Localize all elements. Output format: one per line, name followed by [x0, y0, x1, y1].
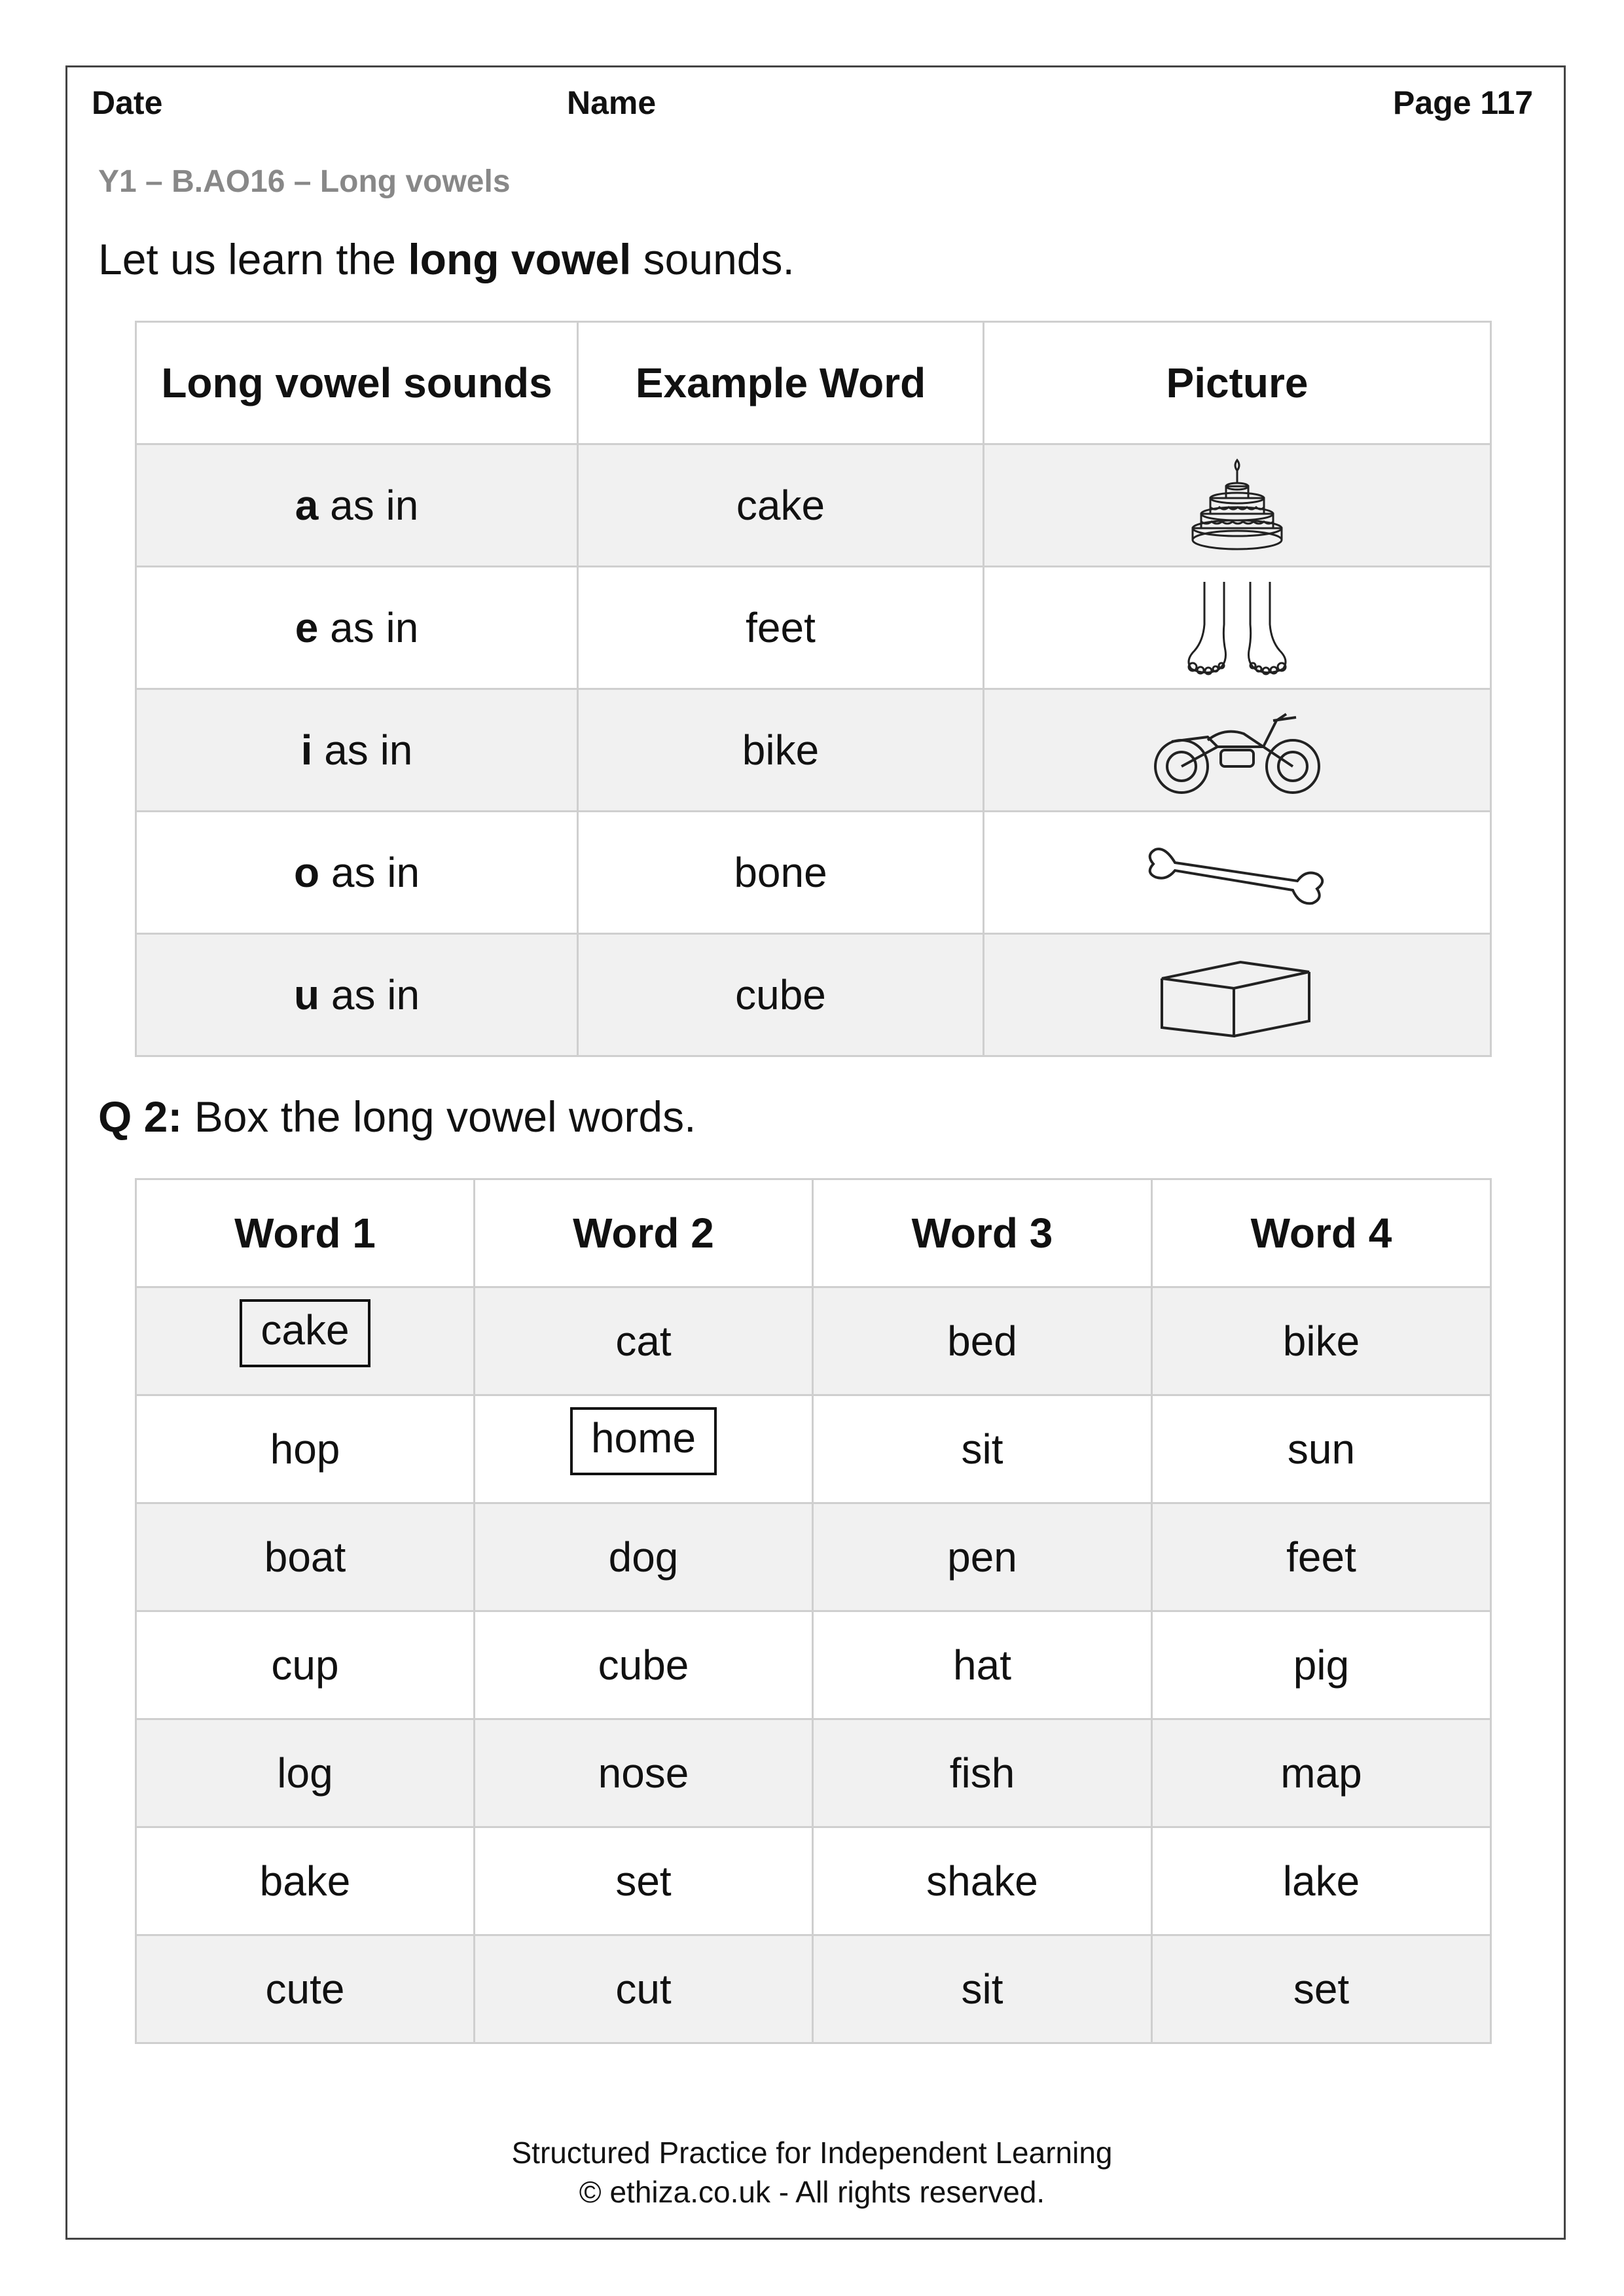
page-number: Page 117	[1393, 84, 1534, 121]
sound-cell	[136, 812, 578, 934]
as-in-text: as in	[318, 604, 419, 651]
word-cell[interactable]: bake	[136, 1827, 475, 1935]
as-in-text: as in	[319, 849, 420, 896]
picture-cell	[984, 812, 1491, 934]
col-header-word-4: Word 4	[1152, 1179, 1491, 1287]
boxed-word: home	[570, 1407, 717, 1475]
table-row	[136, 1827, 1491, 1935]
intro-text	[98, 234, 795, 284]
picture-cell	[984, 934, 1491, 1056]
cube-icon	[1159, 952, 1316, 1037]
as-in-text: as in	[318, 482, 419, 529]
table-row	[136, 1935, 1491, 2043]
word-cell[interactable]: sun	[1152, 1395, 1491, 1503]
question-2	[98, 1092, 696, 1141]
vowel-row-e	[136, 567, 1491, 689]
question-text: Box the long vowel words.	[182, 1092, 696, 1141]
example-word: cake	[578, 444, 984, 567]
intro-bold: long vowel	[408, 235, 632, 283]
footer-copyright: © ethiza.co.uk - All rights reserved.	[579, 2175, 1045, 2209]
question-label: Q 2:	[98, 1092, 183, 1141]
sound-cell	[136, 934, 578, 1056]
sound-cell	[136, 689, 578, 812]
vowel-letter: o	[293, 849, 320, 896]
word-cell[interactable]: lake	[1152, 1827, 1491, 1935]
col-header-word-2: Word 2	[475, 1179, 813, 1287]
table-row	[136, 1287, 1491, 1395]
cake-icon	[1188, 456, 1286, 554]
word-cell[interactable]: sit	[813, 1395, 1152, 1503]
col-header-picture: Picture	[984, 322, 1491, 444]
example-word: bike	[578, 689, 984, 812]
vowel-row-a	[136, 444, 1491, 567]
feet-icon	[1178, 579, 1296, 677]
word-cell[interactable]: set	[475, 1827, 813, 1935]
word-cell[interactable]: nose	[475, 1719, 813, 1827]
as-in-text: as in	[319, 971, 420, 1018]
table-row	[136, 1503, 1491, 1611]
vowel-letter: e	[295, 604, 319, 651]
boxed-word: cake	[240, 1299, 370, 1367]
word-cell[interactable]: hat	[813, 1611, 1152, 1719]
example-word: bone	[578, 812, 984, 934]
footer-tagline: Structured Practice for Independent Learning	[511, 2136, 1113, 2170]
as-in-text: as in	[312, 726, 413, 774]
word-cell[interactable]: map	[1152, 1719, 1491, 1827]
word-table-header	[136, 1179, 1491, 1287]
col-header-word-3: Word 3	[813, 1179, 1152, 1287]
lesson-code: Y1 – B.AO16 – Long vowels	[98, 164, 511, 199]
word-cell[interactable]: set	[1152, 1935, 1491, 2043]
vowel-row-o	[136, 812, 1491, 934]
word-cell[interactable]: cut	[475, 1935, 813, 2043]
word-cell[interactable]: dog	[475, 1503, 813, 1611]
word-cell[interactable]: cat	[475, 1287, 813, 1395]
word-cell[interactable]: pen	[813, 1503, 1152, 1611]
vowel-table	[135, 321, 1492, 1057]
example-word: feet	[578, 567, 984, 689]
picture-cell	[984, 567, 1491, 689]
vowel-letter: i	[300, 726, 313, 774]
word-cell[interactable]: cube	[475, 1611, 813, 1719]
word-cell[interactable]: shake	[813, 1827, 1152, 1935]
name-label: Name	[567, 84, 657, 121]
col-header-example: Example Word	[578, 322, 984, 444]
table-row	[136, 1719, 1491, 1827]
col-header-sounds: Long vowel sounds	[136, 322, 578, 444]
word-cell[interactable]: fish	[813, 1719, 1152, 1827]
example-word: cube	[578, 934, 984, 1056]
word-cell[interactable]: sit	[813, 1935, 1152, 2043]
picture-cell	[984, 444, 1491, 567]
word-cell[interactable]: pig	[1152, 1611, 1491, 1719]
word-table	[135, 1178, 1492, 2044]
word-cell[interactable]: cup	[136, 1611, 475, 1719]
word-cell[interactable]: boat	[136, 1503, 475, 1611]
table-row	[136, 1395, 1491, 1503]
word-cell[interactable]: log	[136, 1719, 475, 1827]
bone-icon	[1146, 830, 1329, 915]
word-cell[interactable]: cute	[136, 1935, 475, 2043]
word-cell[interactable]: feet	[1152, 1503, 1491, 1611]
word-cell[interactable]: bike	[1152, 1287, 1491, 1395]
word-cell[interactable]: hop	[136, 1395, 475, 1503]
vowel-letter: a	[295, 482, 319, 529]
word-cell[interactable]: bed	[813, 1287, 1152, 1395]
vowel-row-i	[136, 689, 1491, 812]
word-cell[interactable]	[475, 1395, 813, 1503]
date-label: Date	[92, 84, 163, 121]
vowel-table-header	[136, 322, 1491, 444]
word-cell[interactable]	[136, 1287, 475, 1395]
motorbike-icon	[1146, 701, 1329, 799]
sound-cell	[136, 444, 578, 567]
col-header-word-1: Word 1	[136, 1179, 475, 1287]
table-row	[136, 1611, 1491, 1719]
intro-suffix: sounds.	[631, 235, 795, 283]
vowel-row-u	[136, 934, 1491, 1056]
sound-cell	[136, 567, 578, 689]
picture-cell	[984, 689, 1491, 812]
vowel-letter: u	[293, 971, 320, 1018]
intro-prefix: Let us learn the	[98, 235, 408, 283]
